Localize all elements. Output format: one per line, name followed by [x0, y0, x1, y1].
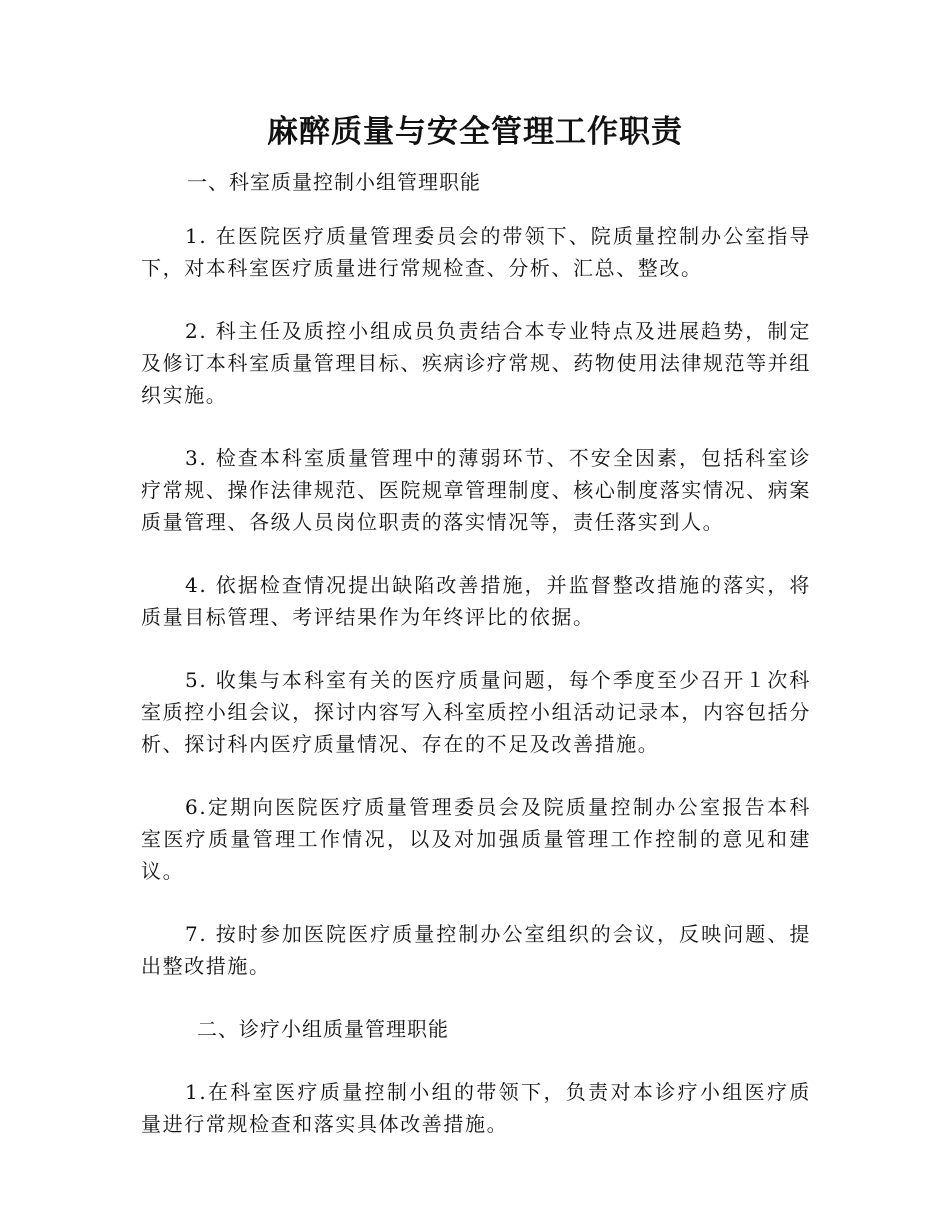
section-heading: 一、科室质量控制小组管理职能	[187, 170, 481, 194]
paragraph: 2. 科主任及质控小组成员负责结合本专业特点及进展趋势，制定及修订本科室质量管理目标、疾病诊疗常规、药物使用法律规范等并组织实施。	[141, 319, 811, 407]
paragraph: 4. 依据检查情况提出缺陷改善措施，并监督整改措施的落实，将质量目标管理、考评结果作为年终评比的依据。	[141, 573, 811, 629]
paragraph: 1. 在医院医疗质量管理委员会的带领下、院质量控制办公室指导下，对本科室医疗质量进行常规检查、分析、汇总、整改。	[141, 224, 811, 280]
document-body	[141, 166, 811, 1140]
paragraph: 1.在科室医疗质量控制小组的带领下，负责对本诊疗小组医疗质量进行常规检查和落实具体改善措施。	[141, 1080, 811, 1136]
paragraph: 7. 按时参加医院医疗质量控制办公室组织的会议，反映问题、提出整改措施。	[141, 922, 811, 978]
paragraph: 5. 收集与本科室有关的医疗质量问题，每个季度至少召开１次科室质控小组会议，探讨内容写入科室质控小组活动记录本，内容包括分析、探讨科内医疗质量情况、存在的不足及改善措施。	[141, 668, 811, 756]
paragraph: 6.定期向医院医疗质量管理委员会及院质量控制办公室报告本科室医疗质量管理工作情况，以及对加强质量管理工作控制的意见和建议。	[141, 795, 811, 883]
section-heading: 二、诊疗小组质量管理职能	[197, 1017, 449, 1041]
paragraph: 3. 检查本科室质量管理中的薄弱环节、不安全因素，包括科室诊疗常规、操作法律规范、医院规章管理制度、核心制度落实情况、病案质量管理、各级人员岗位职责的落实情况等，责任落实到人。	[141, 446, 811, 534]
document-title: 麻醉质量与安全管理工作职责	[267, 114, 683, 150]
